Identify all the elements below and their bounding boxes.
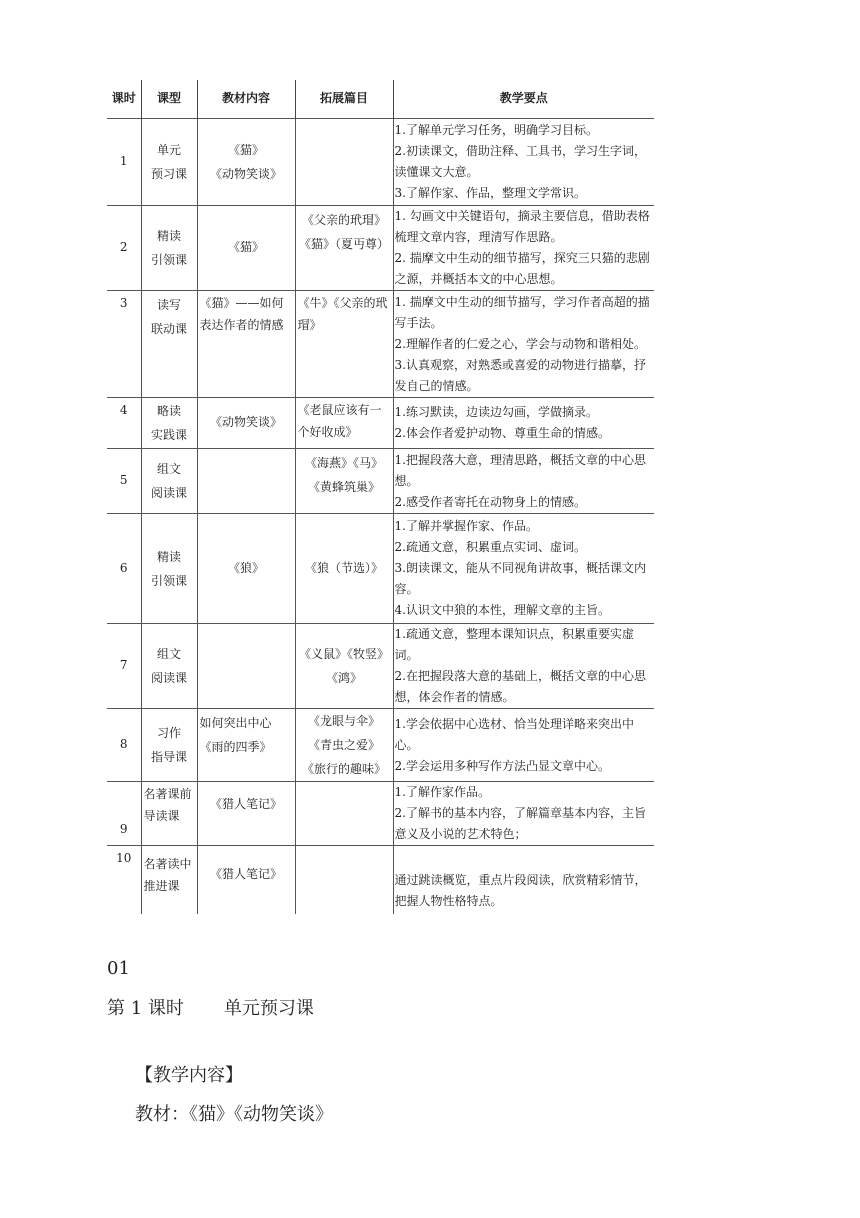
teaching-points: 1.了解并掌握作家、作品。 2.疏通文意，积累重点实词、虚词。 3.朗读课文，能从不同视角讲故事，概括课文内容。 4.认识文中狼的本性，理解文章的主旨。 <box>393 514 654 624</box>
lesson-type: 单元 预习课 <box>141 119 197 206</box>
lesson-no: 9 <box>107 782 141 846</box>
extension-cell <box>295 782 393 846</box>
table-row <box>107 291 654 398</box>
teaching-points: 1.把握段落大意，理清思路，概括文章的中心思想。 2.感受作者寄托在动物身上的情感。 <box>393 449 654 514</box>
table-row <box>107 206 654 291</box>
materials-line: 教材：《猫》《动物笑谈》 <box>135 1104 333 1125</box>
lesson-no: 3 <box>107 291 141 398</box>
material-cell: 《猎人笔记》 <box>197 782 295 846</box>
material-cell: 《猫》——如何表达作者的情感 <box>197 291 295 398</box>
extension-cell <box>295 119 393 206</box>
table-row <box>107 782 654 846</box>
header-material: 教材内容 <box>197 80 295 119</box>
lesson-no: 7 <box>107 624 141 709</box>
table-row <box>107 398 654 449</box>
material-cell: 《动物笑谈》 <box>197 398 295 449</box>
table-header-row <box>107 80 654 119</box>
lesson-type: 名著课前导读课 <box>141 782 197 846</box>
lesson-heading <box>107 994 314 1020</box>
lesson-no: 5 <box>107 449 141 514</box>
table-row <box>107 449 654 514</box>
extension-cell: 《龙眼与伞》 《青虫之爱》 《旅行的趣味》 <box>295 709 393 782</box>
table-row <box>107 709 654 782</box>
material-cell: 《猫》 <box>197 206 295 291</box>
extension-cell: 《义鼠》《牧竖》 《鸿》 <box>295 624 393 709</box>
header-extension: 拓展篇目 <box>295 80 393 119</box>
lesson-type: 习作 指导课 <box>141 709 197 782</box>
extension-cell: 《老鼠应该有一个好收成》 <box>295 398 393 449</box>
header-teaching-points: 教学要点 <box>393 80 654 119</box>
material-cell <box>197 624 295 709</box>
lesson-type: 精读 引领课 <box>141 206 197 291</box>
material-cell: 如何突出中心 《雨的四季》 <box>197 709 295 782</box>
lesson-type: 组文 阅读课 <box>141 624 197 709</box>
material-cell: 《猫》 《动物笑谈》 <box>197 119 295 206</box>
teaching-points: 1.学会依据中心选材、恰当处理详略来突出中心。 2.学会运用多种写作方法凸显文章中心。 <box>393 709 654 782</box>
teaching-points: 通过跳读概览，重点片段阅读，欣赏精彩情节，把握人物性格特点。 <box>393 846 654 914</box>
lesson-no: 4 <box>107 398 141 449</box>
lesson-type: 精读 引领课 <box>141 514 197 624</box>
table-row <box>107 119 654 206</box>
lesson-no: 2 <box>107 206 141 291</box>
lesson-type: 略读 实践课 <box>141 398 197 449</box>
teaching-points: 1. 勾画文中关键语句，摘录主要信息，借助表格梳理文章内容，理清写作思路。 2. 揣摩文中生动的细节描写，探究三只猫的悲剧之源，并概括本文的中心思想。 <box>393 206 654 291</box>
lesson-plan-table <box>107 80 654 914</box>
extension-cell: 《狼（节选）》 <box>295 514 393 624</box>
teaching-points: 1.了解作家作品。 2.了解书的基本内容，了解篇章基本内容，主旨意义及小说的艺术特色； <box>393 782 654 846</box>
extension-cell: 《父亲的玳瑁》 《猫》（夏丏尊） <box>295 206 393 291</box>
teaching-points: 1.了解单元学习任务，明确学习目标。 2.初读课文，借助注释、工具书，学习生字词，读懂课文大意。 3.了解作家、作品，整理文学常识。 <box>393 119 654 206</box>
lesson-type: 组文 阅读课 <box>141 449 197 514</box>
material-cell: 《猎人笔记》 <box>197 846 295 914</box>
lesson-type: 名著读中推进课 <box>141 846 197 914</box>
lesson-no: 8 <box>107 709 141 782</box>
header-lesson-no: 课时 <box>111 91 136 106</box>
lesson-index: 第 1 课时 <box>107 998 184 1019</box>
material-cell: 《狼》 <box>197 514 295 624</box>
section-number: 01 <box>107 958 130 979</box>
extension-cell: 《牛》《父亲的玳瑁》 <box>295 291 393 398</box>
lesson-no: 10 <box>107 846 141 914</box>
teaching-points: 1. 揣摩文中生动的细节描写，学习作者高超的描写手法。 2.理解作者的仁爱之心，学会与动物和谐相处。 3.认真观察，对熟悉或喜爱的动物进行描摹，抒发自己的情感。 <box>393 291 654 398</box>
extension-cell <box>295 846 393 914</box>
header-lesson-type: 课型 <box>141 80 197 119</box>
material-cell <box>197 449 295 514</box>
lesson-title: 单元预习课 <box>223 998 314 1019</box>
lesson-type: 读写 联动课 <box>141 291 197 398</box>
teaching-points: 1.疏通文意，整理本课知识点，积累重要实虚词。 2.在把握段落大意的基础上，概括文章的中心思想，体会作者的情感。 <box>393 624 654 709</box>
table-row <box>107 514 654 624</box>
teaching-points: 1.练习默读，边读边勾画，学做摘录。 2.体会作者爱护动物、尊重生命的情感。 <box>393 398 654 449</box>
content-heading: 【教学内容】 <box>135 1065 243 1086</box>
extension-cell: 《海燕》《马》 《黄蜂筑巢》 <box>295 449 393 514</box>
table-row <box>107 624 654 709</box>
table-row <box>107 846 654 914</box>
lesson-no: 6 <box>107 514 141 624</box>
lesson-no: 1 <box>107 119 141 206</box>
